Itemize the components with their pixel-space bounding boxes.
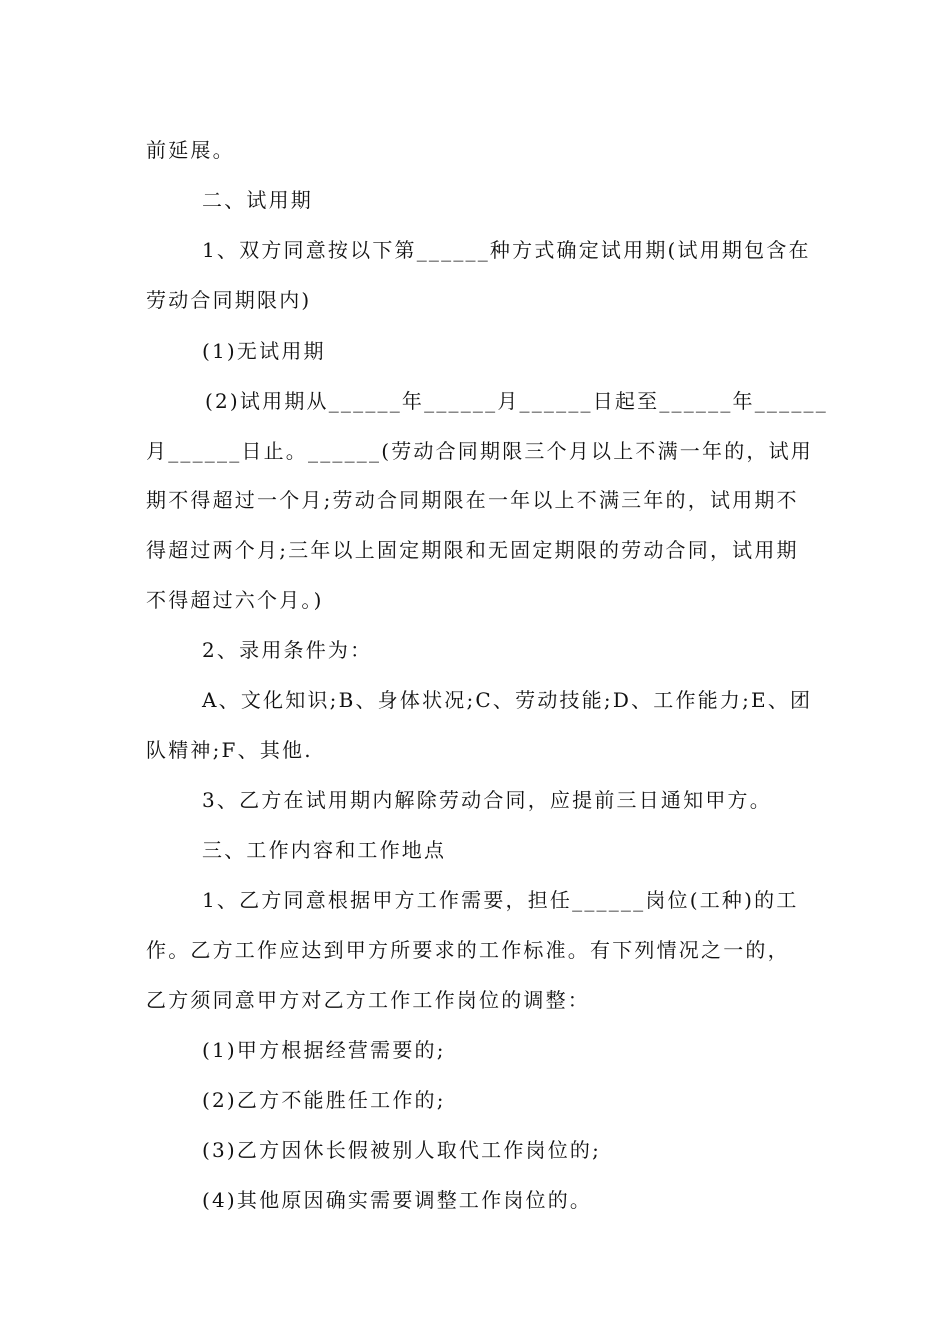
option-probation-period-cont-3: 得超过两个月;三年以上固定期限和无固定期限的劳动合同，试用期 (146, 538, 799, 562)
clause-hiring-conditions: 2、录用条件为： (202, 638, 373, 662)
option-probation-period: (2)试用期从______年______月______日起至______年______ (205, 389, 828, 413)
option-no-probation: (1)无试用期 (202, 339, 326, 363)
adjustment-reason-2: (2)乙方不能胜任工作的; (202, 1088, 446, 1112)
clause-probation-1-cont: 劳动合同期限内) (146, 288, 312, 312)
adjustment-reason-3: (3)乙方因休长假被别人取代工作岗位的; (202, 1138, 602, 1162)
clause-work-position-cont-1: 作。乙方工作应达到甲方所要求的工作标准。有下列情况之一的， (146, 938, 790, 962)
hiring-conditions-list: A、文化知识;B、身体状况;C、劳动技能;D、工作能力;E、团 (202, 688, 813, 712)
clause-probation-1: 1、双方同意按以下第______种方式确定试用期(试用期包含在 (202, 238, 811, 262)
clause-work-position: 1、乙方同意根据甲方工作需要，担任______岗位(工种)的工 (202, 888, 799, 912)
clause-termination-notice: 3、乙方在试用期内解除劳动合同，应提前三日通知甲方。 (202, 788, 772, 812)
clause-work-position-cont-2: 乙方须同意甲方对乙方工作工作岗位的调整： (146, 988, 590, 1012)
section-heading-probation: 二、试用期 (202, 188, 313, 212)
option-probation-period-cont-2: 期不得超过一个月;劳动合同期限在一年以上不满三年的，试用期不 (146, 488, 799, 512)
hiring-conditions-list-cont: 队精神;F、其他. (146, 738, 313, 762)
text-line-continuation: 前延展。 (146, 138, 235, 162)
adjustment-reason-1: (1)甲方根据经营需要的; (202, 1038, 446, 1062)
option-probation-period-cont-1: 月______日止。______(劳动合同期限三个月以上不满一年的，试用 (146, 439, 814, 463)
option-probation-period-cont-4: 不得超过六个月。) (146, 588, 324, 612)
section-heading-work-content: 三、工作内容和工作地点 (202, 838, 447, 862)
adjustment-reason-4: (4)其他原因确实需要调整工作岗位的。 (202, 1188, 593, 1212)
